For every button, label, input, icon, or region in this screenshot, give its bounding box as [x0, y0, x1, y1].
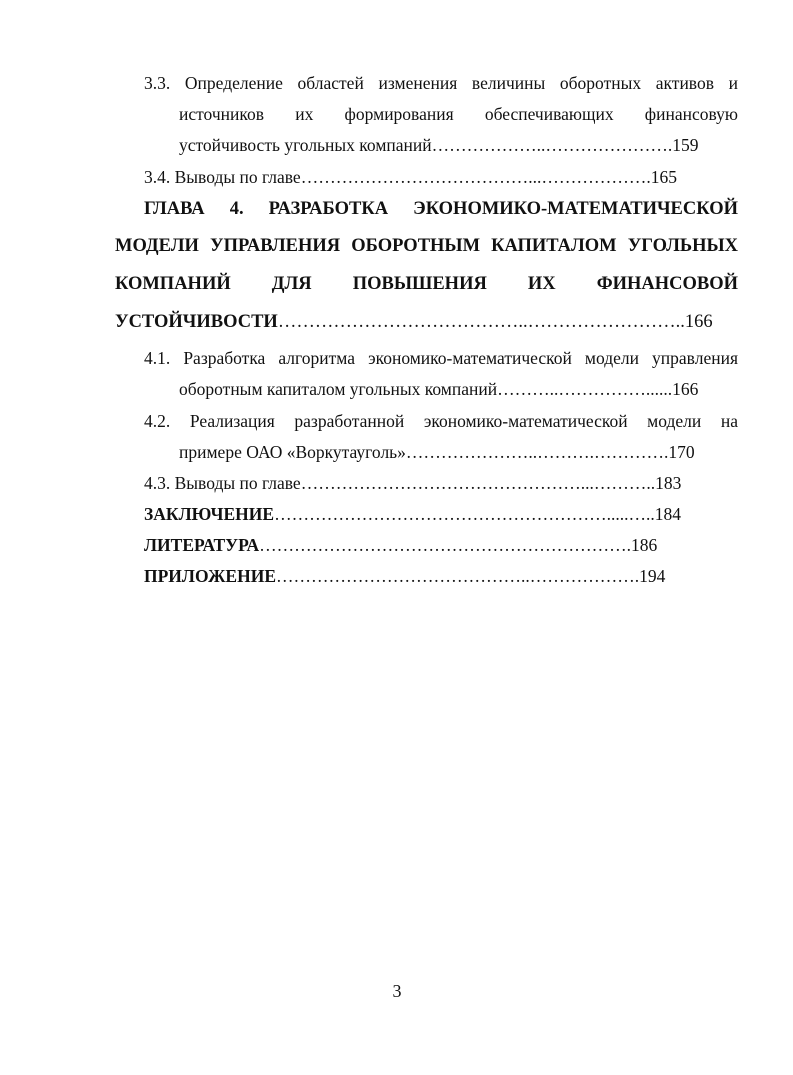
toc-chapter-4-leader: …………………………………..……………………..166 [277, 312, 713, 332]
toc-entry-3-3-line3: устойчивость угольных компаний………………..………………….159 [179, 135, 699, 155]
toc-entry-3-3-line1: 3.3. Определение областей изменения величины оборотных активов и [144, 73, 738, 93]
toc-entry-4-1-line1: 4.1. Разработка алгоритма экономико-математической модели управления [144, 348, 738, 368]
toc-entry-3-4: 3.4. Выводы по главе…………………………………...……………….165 [144, 167, 677, 187]
toc-entry-appendix [144, 564, 739, 588]
toc-conclusion-title: ЗАКЛЮЧЕНИЕ [144, 504, 275, 524]
toc-entry-4-1-line2: оборотным капиталом угольных компаний………..……………......166 [179, 379, 699, 399]
toc-literature-leader: ……………………………………………………….186 [259, 535, 658, 555]
page-number: 3 [392, 981, 402, 1001]
toc-entry-4-3: 4.3. Выводы по главе…………………………………………...………..183 [144, 473, 682, 493]
toc-entry-4-2-line2: примере ОАО «Воркутауголь»…………………..……….………….170 [179, 442, 695, 462]
toc-appendix-title: ПРИЛОЖЕНИЕ [144, 566, 277, 586]
toc-chapter-4-title-end: УСТОЙЧИВОСТИ [115, 312, 278, 332]
toc-chapter-4-line1: ГЛАВА 4. РАЗРАБОТКА ЭКОНОМИКО-МАТЕМАТИЧЕСКОЙ [144, 199, 738, 219]
toc-appendix-leader: ……………………………………..……………….194 [276, 566, 666, 586]
toc-chapter-4-line4 [115, 310, 740, 334]
toc-entry-3-3-line2: источников их формирования обеспечивающих финансовую [179, 104, 738, 124]
toc-entry-literature [144, 533, 739, 557]
toc-chapter-4-line2: МОДЕЛИ УПРАВЛЕНИЯ ОБОРОТНЫМ КАПИТАЛОМ УГОЛЬНЫХ [115, 236, 738, 256]
toc-conclusion-leader: ………………………………………………….....…..184 [274, 504, 681, 524]
toc-entry-4-2-line1: 4.2. Реализация разработанной экономико-математической модели на [144, 411, 738, 431]
toc-chapter-4-line3: КОМПАНИЙ ДЛЯ ПОВЫШЕНИЯ ИХ ФИНАНСОВОЙ [115, 274, 738, 294]
toc-literature-title: ЛИТЕРАТУРА [144, 535, 260, 555]
toc-entry-conclusion [144, 502, 739, 526]
